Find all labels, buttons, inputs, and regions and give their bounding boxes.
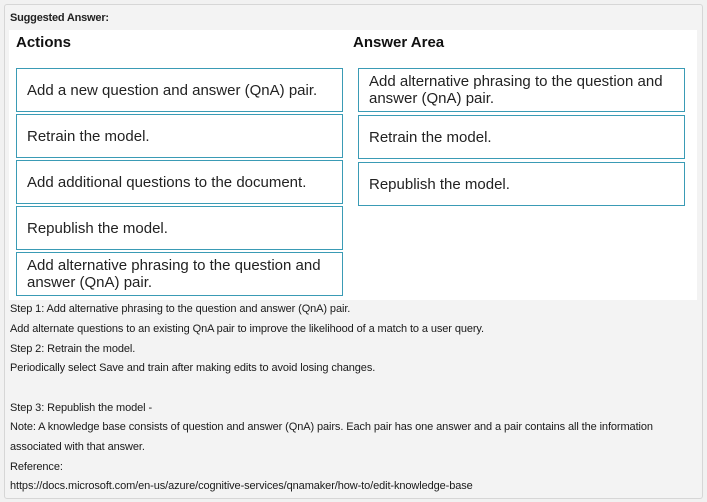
- answer-area-heading: Answer Area: [353, 34, 445, 51]
- action-item-label: Add additional questions to the document.: [27, 173, 307, 191]
- suggested-answer-label: Suggested Answer:: [10, 12, 109, 24]
- action-item-retrain[interactable]: [16, 114, 343, 158]
- action-item-label: Add a new question and answer (QnA) pair.: [27, 81, 318, 99]
- action-item-label: Add alternative phrasing to the question and answer (QnA) pair.: [27, 257, 321, 291]
- reference-url[interactable]: https://docs.microsoft.com/en-us/azure/cognitive-services/qnamaker/how-to/edit-knowledge-base: [10, 480, 473, 492]
- step-2-line: Step 2: Retrain the model.: [10, 343, 136, 355]
- action-item-republish[interactable]: [16, 206, 343, 250]
- answer-item-retrain[interactable]: [358, 115, 685, 159]
- answer-item-republish[interactable]: [358, 162, 685, 206]
- action-item-label: Republish the model.: [27, 219, 168, 237]
- drag-drop-panel: [9, 30, 697, 300]
- step-2-detail: Periodically select Save and train after making edits to avoid losing changes.: [10, 362, 376, 374]
- actions-heading: Actions: [16, 34, 72, 51]
- action-item-add-new-qna[interactable]: [16, 68, 343, 112]
- action-item-add-questions-document[interactable]: [16, 160, 343, 204]
- answer-item-label: Add alternative phrasing to the question and answer (QnA) pair.: [369, 73, 663, 107]
- note-continuation: associated with that answer.: [10, 441, 145, 453]
- action-item-label: Retrain the model.: [27, 127, 150, 145]
- reference-label: Reference:: [10, 461, 63, 473]
- note-line: Note: A knowledge base consists of question and answer (QnA) pairs. Each pair has one answer and a pair contains all the information: [10, 421, 653, 433]
- step-1-detail: Add alternate questions to an existing QnA pair to improve the likelihood of a match to a user query.: [10, 323, 484, 335]
- answer-item-label: Retrain the model.: [369, 128, 492, 146]
- answer-item-label: Republish the model.: [369, 175, 510, 193]
- step-1-line: Step 1: Add alternative phrasing to the question and answer (QnA) pair.: [10, 303, 351, 315]
- action-item-add-alternative-phrasing[interactable]: [16, 252, 343, 296]
- step-3-line: Step 3: Republish the model -: [10, 402, 153, 414]
- answer-item-add-alternative-phrasing[interactable]: [358, 68, 685, 112]
